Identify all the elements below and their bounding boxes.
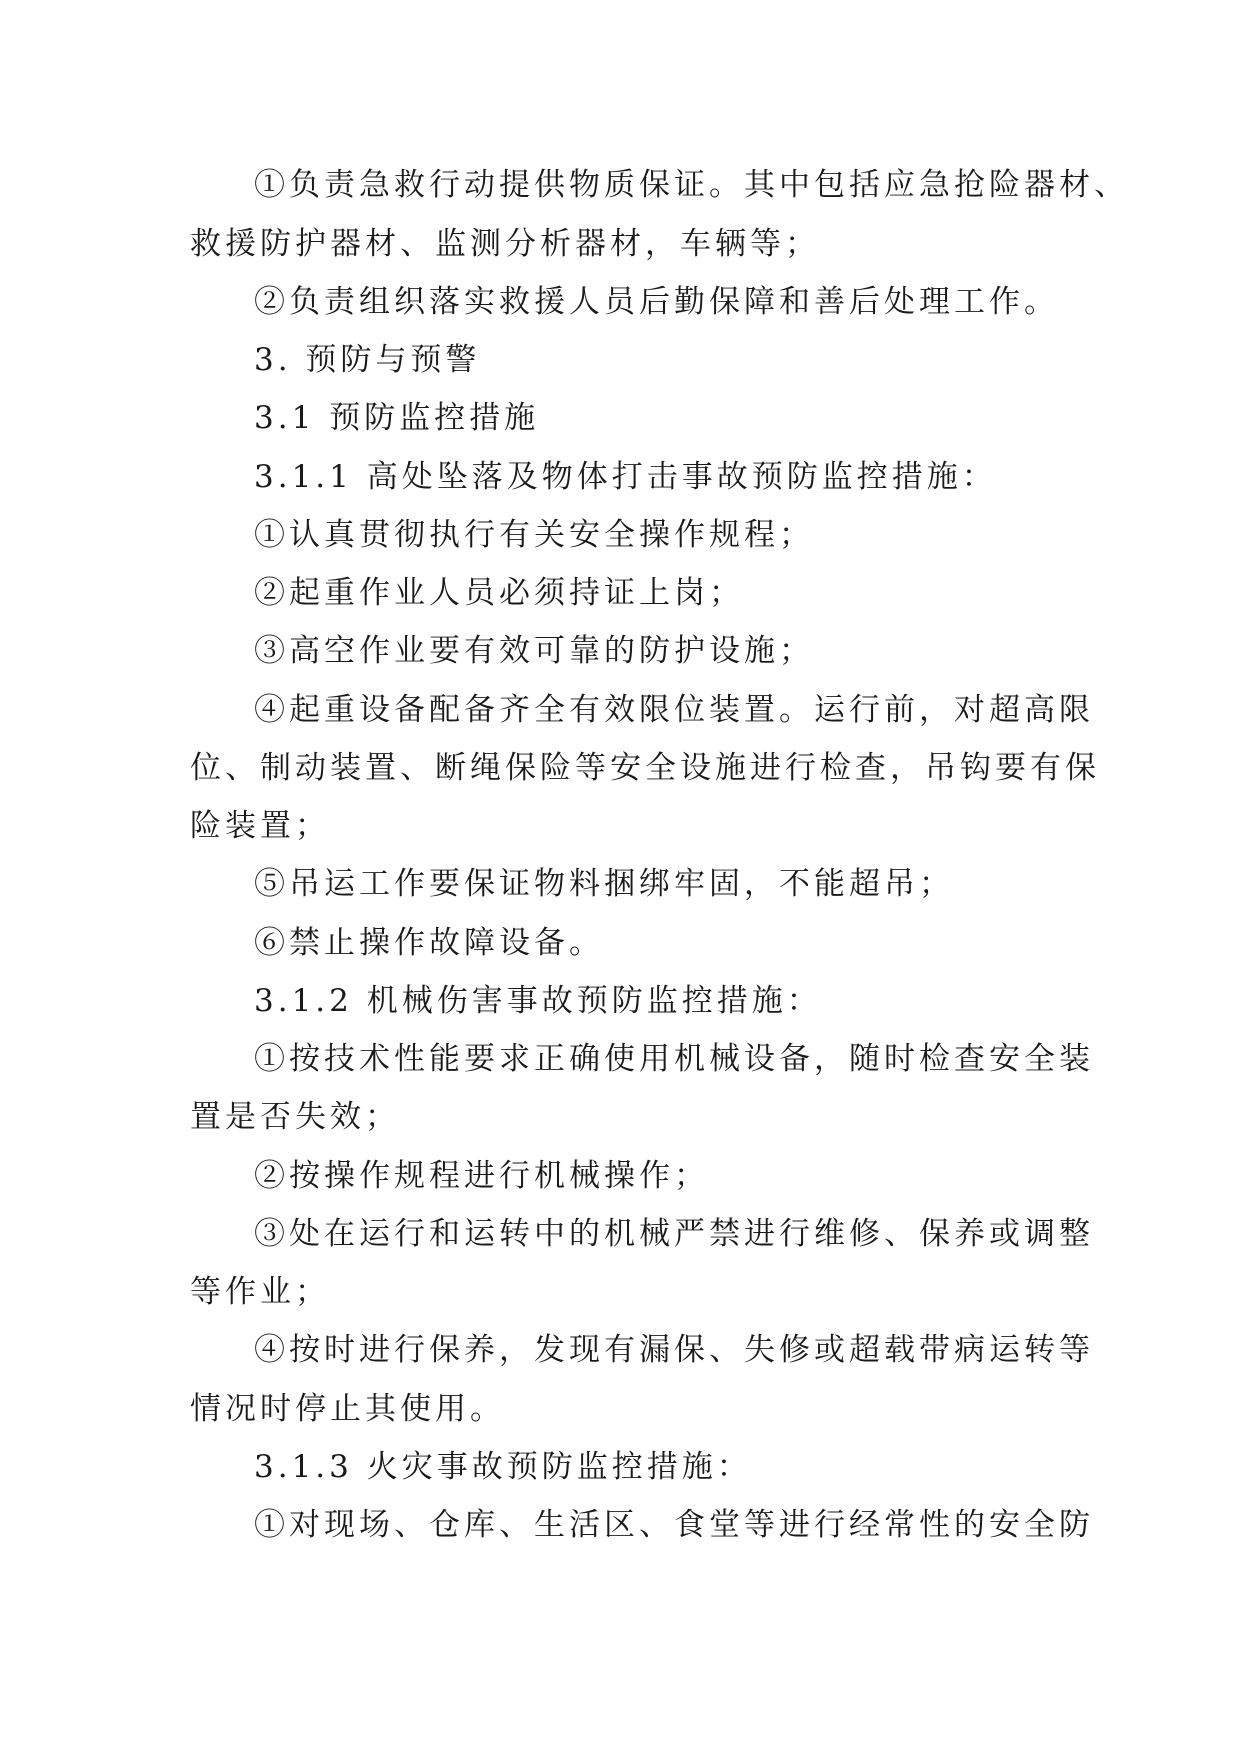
text-line: 险装置； (190, 808, 330, 844)
text-line: ②负责组织落实救援人员后勤保障和善后处理工作。 (254, 284, 1059, 320)
text-line: ①认真贯彻执行有关安全操作规程； (254, 517, 814, 553)
text-line: ①负责急救行动提供物质保证。其中包括应急抢险器材、 (254, 167, 1129, 203)
text-line: ⑤吊运工作要保证物料捆绑牢固，不能超吊； (254, 866, 954, 902)
section-heading: 3.1 预防监控措施 (254, 400, 540, 436)
text-line: ⑥禁止操作故障设备。 (254, 925, 604, 961)
text-line: ①按技术性能要求正确使用机械设备，随时检查安全装 (254, 1041, 1094, 1077)
text-line: ④起重设备配备齐全有效限位装置。运行前，对超高限 (254, 692, 1094, 728)
text-line: 等作业； (190, 1274, 330, 1310)
section-heading: 3.1.3 火灾事故预防监控措施： (254, 1449, 752, 1485)
text-line: ①对现场、仓库、生活区、食堂等进行经常性的安全防 (254, 1507, 1094, 1543)
text-line: 救援防护器材、监测分析器材，车辆等； (190, 226, 820, 262)
text-line: ③高空作业要有效可靠的防护设施； (254, 633, 814, 669)
text-line: 置是否失效； (190, 1099, 400, 1135)
section-heading: 3.1.2 机械伤害事故预防监控措施： (254, 983, 822, 1019)
text-line: ②起重作业人员必须持证上岗； (254, 575, 744, 611)
text-line: ②按操作规程进行机械操作； (254, 1158, 709, 1194)
text-line: ④按时进行保养，发现有漏保、失修或超载带病运转等 (254, 1332, 1094, 1368)
text-line: 情况时停止其使用。 (190, 1391, 505, 1427)
text-line: ③处在运行和运转中的机械严禁进行维修、保养或调整 (254, 1216, 1094, 1252)
section-heading: 3. 预防与预警 (254, 342, 481, 378)
text-line: 位、制动装置、断绳保险等安全设施进行检查，吊钩要有保 (190, 750, 1100, 786)
section-heading: 3.1.1 高处坠落及物体打击事故预防监控措施： (254, 459, 997, 495)
